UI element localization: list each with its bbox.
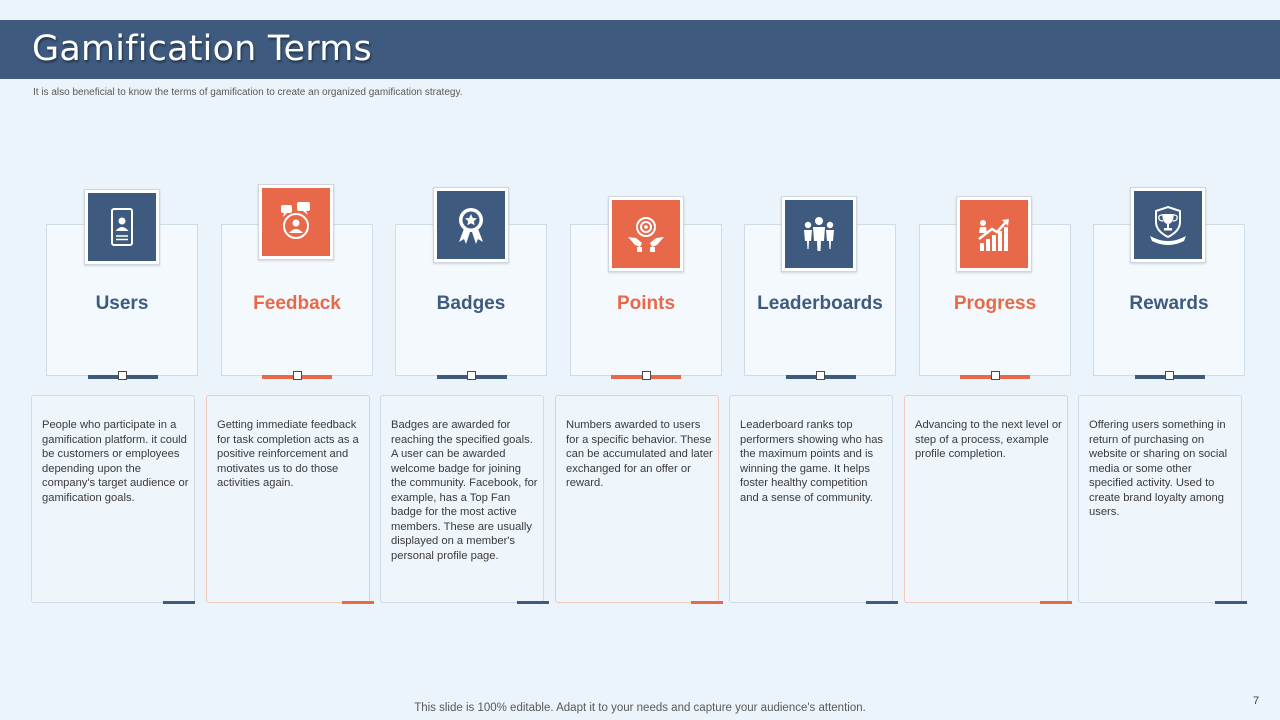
icon-frame-leaderboards xyxy=(781,196,857,272)
trophy-shield-icon xyxy=(1145,202,1191,248)
term-description-points: Numbers awarded to users for a specific behavior. These can be accumulated and later exchanged for an offer or reward. xyxy=(566,419,713,489)
term-title-badges: Badges xyxy=(436,293,506,314)
term-title-leaderboards: Leaderboards xyxy=(757,293,883,314)
page-number: 7 xyxy=(1253,695,1260,707)
connector-node-feedback xyxy=(293,371,302,380)
term-title-rewards: Rewards xyxy=(1129,293,1209,314)
description-accent-progress xyxy=(1040,601,1072,604)
term-title-progress: Progress xyxy=(953,293,1037,314)
description-accent-rewards xyxy=(1215,601,1247,604)
description-box-feedback xyxy=(206,395,370,603)
title-bar xyxy=(0,20,1280,79)
growth-bar-chart-icon xyxy=(971,211,1017,257)
icon-frame-progress xyxy=(956,196,1032,272)
description-box-rewards xyxy=(1078,395,1242,603)
id-card-user-icon xyxy=(99,204,145,250)
term-title-points: Points xyxy=(616,293,676,314)
description-box-progress xyxy=(904,395,1068,603)
description-box-leaderboards xyxy=(729,395,893,603)
team-leader-icon xyxy=(796,211,842,257)
term-description-feedback: Getting immediate feedback for task completion acts as a positive reinforcement and motivates us to do those activities again. xyxy=(217,419,359,489)
icon-frame-rewards xyxy=(1130,187,1206,263)
description-accent-points xyxy=(691,601,723,604)
term-description-leaderboards: Leaderboard ranks top performers showing who has the maximum points and is winning the game. It helps foster healthy competition and a sense of community. xyxy=(740,419,884,504)
term-description-progress: Advancing to the next level or step of a process, example profile completion. xyxy=(915,419,1062,460)
connector-node-badges xyxy=(467,371,476,380)
ribbon-badge-icon xyxy=(448,202,494,248)
icon-frame-badges xyxy=(433,187,509,263)
term-title-users: Users xyxy=(95,293,149,314)
description-accent-badges xyxy=(517,601,549,604)
connector-node-progress xyxy=(991,371,1000,380)
connector-node-points xyxy=(642,371,651,380)
description-box-points xyxy=(555,395,719,603)
term-description-badges: Badges are awarded for reaching the specified goals. A user can be awarded welcome badge for joining the community. Facebook, for example, has a Top Fan badge for the most active members. These are usually displayed on a member's personal profile page. xyxy=(391,419,538,562)
term-title-feedback: Feedback xyxy=(253,293,341,314)
description-accent-users xyxy=(163,601,195,604)
description-box-badges xyxy=(380,395,544,603)
description-box-users xyxy=(31,395,195,603)
connector-node-rewards xyxy=(1165,371,1174,380)
footer-note: This slide is 100% editable. Adapt it to your needs and capture your audience's attention. xyxy=(414,702,866,714)
icon-frame-feedback xyxy=(258,184,334,260)
connector-node-leaderboards xyxy=(816,371,825,380)
connector-node-users xyxy=(118,371,127,380)
slide-title: Gamification Terms xyxy=(32,29,372,69)
hands-target-icon xyxy=(623,211,669,257)
person-speech-bubbles-icon xyxy=(273,199,319,245)
description-accent-feedback xyxy=(342,601,374,604)
slide-subtitle: It is also beneficial to know the terms of gamification to create an organized gamification strategy. xyxy=(33,87,463,98)
description-accent-leaderboards xyxy=(866,601,898,604)
term-description-rewards: Offering users something in return of purchasing on website or sharing on social media or some other specified activity. Used to create brand loyalty among users. xyxy=(1089,419,1228,518)
icon-frame-points xyxy=(608,196,684,272)
icon-frame-users xyxy=(84,189,160,265)
term-description-users: People who participate in a gamification platform. it could be customers or employees depending upon the company's target audience or gamification goals. xyxy=(42,419,189,504)
